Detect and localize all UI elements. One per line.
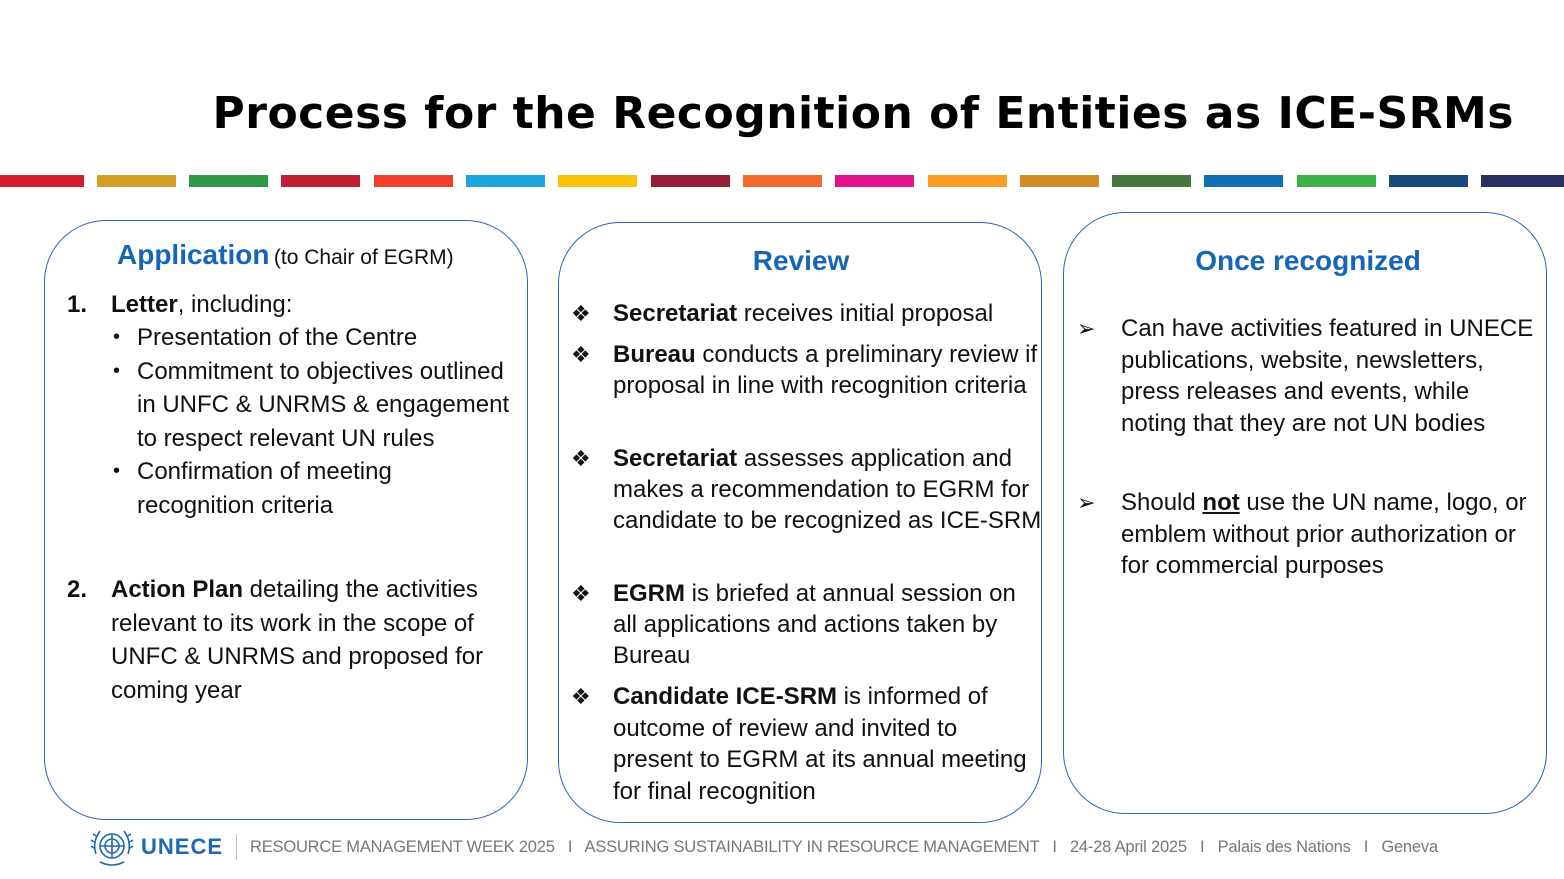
sdg-color-segment [1481, 175, 1564, 187]
sdg-color-segment [374, 175, 453, 187]
recognized-panel: Once recognized ➢ Can have activities featured in UNECE publications, website, newsletters, press releases and events, while noting that they are not UN bodies ➢ Should not use the UN name, logo, or emblem without prior authorization or for commercial purposes [1063, 212, 1547, 814]
sdg-color-segment [1020, 175, 1099, 187]
sdg-color-segment [1112, 175, 1191, 187]
footer-divider [236, 834, 237, 860]
bullet-icon: • [113, 326, 121, 348]
sdg-color-bar [0, 175, 1564, 187]
application-heading-label: Application [117, 239, 270, 270]
diamond-bullet-icon: ❖ [571, 684, 591, 709]
bullet-icon: • [113, 359, 121, 382]
list-item: • Confirmation of meeting recognition criteria [111, 455, 511, 522]
arrow-bullet-icon: ➢ [1077, 490, 1096, 515]
sdg-color-segment [466, 175, 545, 187]
unece-wordmark: UNECE [141, 834, 224, 859]
sdg-color-segment [0, 175, 84, 187]
recognized-item-text: Can have activities featured in UNECE publications, website, newsletters, press releases and events, while noting that they are not UN bodies [1121, 315, 1534, 437]
arrow-bullet-icon: ➢ [1077, 316, 1096, 341]
sdg-color-segment [928, 175, 1007, 187]
application-panel [44, 220, 528, 820]
sdg-color-segment [1389, 175, 1468, 187]
item-rest: detailing the activities relevant to its work in the scope of UNFC & UNRMS and proposed for coming year [111, 576, 484, 704]
application-heading-sub: (to Chair of EGRM) [273, 246, 454, 269]
sdg-color-segment [558, 175, 637, 187]
sdg-color-segment [281, 175, 360, 187]
bullet-icon: • [113, 460, 121, 482]
un-emblem-icon [88, 824, 136, 870]
footer-text: RESOURCE MANAGEMENT WEEK 2025 I ASSURING SUSTAINABILITY IN RESOURCE MANAGEMENT I 24-28 April 2025 I Palais des Nations I Geneva [250, 838, 1438, 856]
emphasis-not: not [1202, 489, 1240, 516]
sdg-color-segment [835, 175, 914, 187]
diamond-bullet-icon: ❖ [571, 581, 591, 606]
diamond-bullet-icon: ❖ [571, 342, 591, 367]
item-rest: , including: [177, 291, 293, 318]
sdg-color-segment [1297, 175, 1376, 187]
list-item: • Presentation of the Centre [111, 321, 511, 355]
sdg-color-segment [1204, 175, 1283, 187]
diamond-bullet-icon: ❖ [571, 446, 591, 471]
slide-title: Process for the Recognition of Entities as ICE-SRMs [212, 88, 1514, 139]
item-number: 2. [67, 576, 88, 603]
item-number: 1. [67, 291, 88, 318]
letter-bullet-list [111, 321, 511, 522]
review-panel: Review ❖ Secretariat receives initial proposal ❖ Bureau conducts a preliminary review if proposal in line with recognition criteria ❖ Secretariat assesses application and makes a recommendation to EGRM for candidate to be recognized as ICE-SRM ❖ EGRM is briefed at annual session on all applications and actions taken by Bureau ❖ Candidate ICE-SRM is informed of outcome of review and invited to present to EGRM at its annual meeting for final recognition [558, 222, 1042, 823]
list-item: • Commitment to objectives outlined in UNFC & UNRMS & engagement to respect relevant UN rules [111, 355, 511, 456]
review-heading: Review [752, 245, 850, 276]
item-bold: Letter [111, 291, 178, 318]
sdg-color-segment [651, 175, 730, 187]
recognized-heading: Once recognized [1195, 245, 1421, 276]
item-bold: Action Plan [111, 576, 244, 603]
diamond-bullet-icon: ❖ [571, 301, 591, 326]
application-heading [117, 239, 454, 271]
sdg-color-segment [743, 175, 822, 187]
sdg-color-segment [97, 175, 176, 187]
sdg-color-segment [189, 175, 268, 187]
footer [0, 822, 1564, 872]
